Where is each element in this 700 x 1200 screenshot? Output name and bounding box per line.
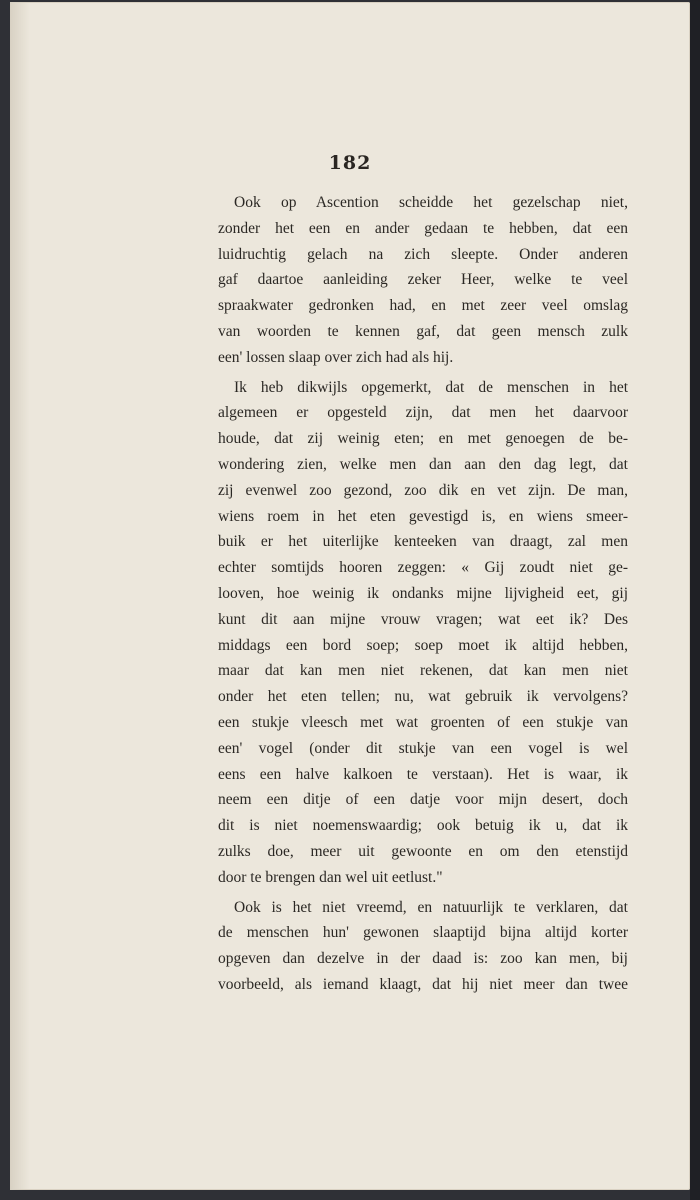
text-line: maar dat kan men niet rekenen, dat kan men niet — [218, 662, 628, 680]
body-text — [218, 190, 628, 998]
text-line: kunt dit aan mijne vrouw vragen; wat eet ik? Des — [218, 610, 628, 628]
text-line: houde, dat zij weinig eten; en met genoegen de be- — [218, 430, 628, 448]
text-line: looven, hoe weinig ik ondanks mijne lijvigheid eet, gij — [218, 584, 628, 602]
text-line: wiens roem in het eten gevestigd is, en wiens smeer- — [218, 507, 628, 525]
text-line: dit is niet noemenswaardig; ook betuig ik u, dat ik — [218, 817, 628, 835]
text-line: Ik heb dikwijls opgemerkt, dat de menschen in het — [234, 378, 628, 396]
text-line: voorbeeld, als iemand klaagt, dat hij niet meer dan twee — [218, 975, 628, 993]
text-line: eens een halve kalkoen te verstaan). Het is waar, ik — [218, 765, 628, 783]
scan-background-edge — [690, 0, 700, 1200]
text-line: neem een ditje of een datje voor mijn desert, doch — [218, 791, 628, 809]
text-line: zij evenwel zoo gezond, zoo dik en vet zijn. De man, — [218, 481, 628, 499]
text-line: zulks doe, meer uit gewoonte en om den etenstijd — [218, 842, 628, 860]
text-line: een' lossen slaap over zich had als hij. — [218, 348, 454, 366]
text-line: luidruchtig gelach na zich sleepte. Onder anderen — [218, 245, 628, 263]
text-line: zonder het een en ander gedaan te hebben, dat een — [218, 219, 628, 237]
page-edge-shading — [10, 2, 30, 1190]
text-line: echter somtijds hooren zeggen: « Gij zoudt niet ge- — [218, 559, 628, 577]
text-line: door te brengen dan wel uit eetlust." — [218, 868, 443, 886]
text-line: van woorden te kennen gaf, dat geen mensch zulk — [218, 322, 628, 340]
text-line: middags een bord soep; soep moet ik altijd hebben, — [218, 636, 628, 654]
page-number: 182 — [328, 152, 372, 174]
text-line: buik er het uiterlijke kenteeken van draagt, zal men — [218, 533, 628, 551]
text-line: de menschen hun' gewonen slaaptijd bijna altijd korter — [218, 924, 628, 942]
text-line: spraakwater gedronken had, en met zeer veel omslag — [218, 297, 628, 315]
text-line: een stukje vleesch met wat groenten of een stukje van — [218, 713, 628, 731]
text-line: algemeen er opgesteld zijn, dat men het daarvoor — [218, 404, 628, 422]
text-line: gaf daartoe aanleiding zeker Heer, welke te veel — [218, 271, 628, 289]
text-line: onder het eten tellen; nu, wat gebruik ik vervolgens? — [218, 688, 628, 706]
text-line: opgeven dan dezelve in der daad is: zoo kan men, bij — [218, 950, 628, 968]
text-line: een' vogel (onder dit stukje van een vogel is wel — [218, 739, 628, 757]
text-line: Ook is het niet vreemd, en natuurlijk te verklaren, dat — [234, 898, 628, 916]
text-line: Ook op Ascention scheidde het gezelschap niet, — [234, 194, 628, 211]
text-line: wondering zien, welke men dan aan den dag legt, dat — [218, 455, 628, 473]
